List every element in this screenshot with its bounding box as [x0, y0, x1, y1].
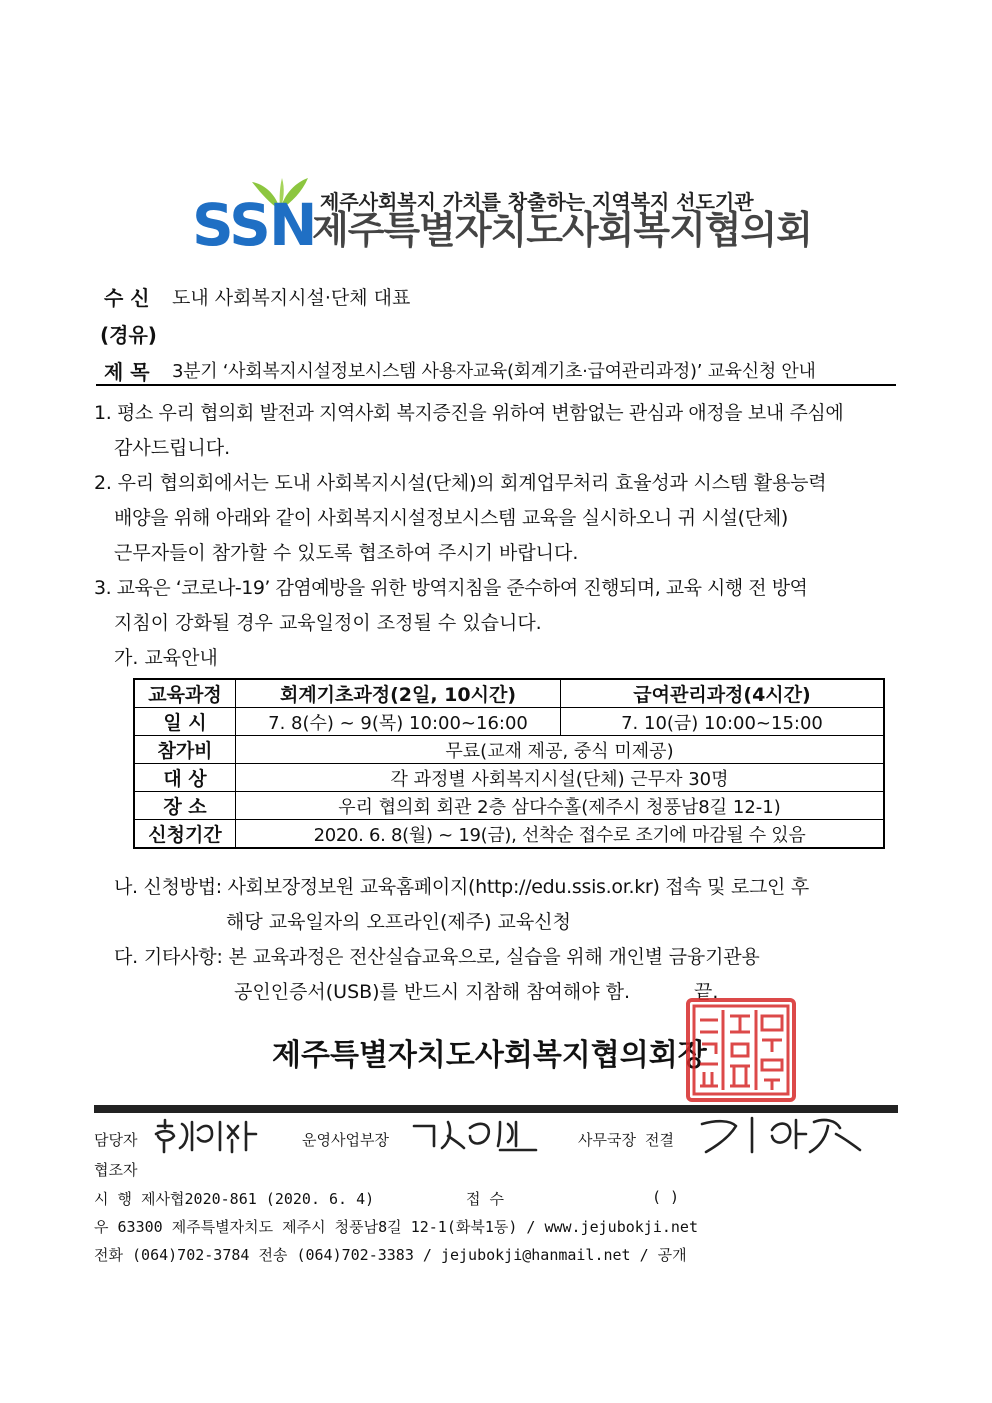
- table-cell: 7. 8(수) ~ 9(목) 10:00~16:00: [236, 708, 561, 736]
- paragraph-2-line-1: 2. 우리 협의회에서는 도내 사회복지시설(단체)의 회계업무처리 효율성과 시스템 활용능력: [94, 472, 827, 494]
- table-header: 회계기초과정(2일, 10시간): [236, 679, 561, 708]
- paragraph-3-line-1: 3. 교육은 ‘코로나-19’ 감염예방을 위한 방역지침을 준수하여 진행되며, 교육 시행 전 방역: [94, 577, 808, 599]
- staff-label: 담당자: [94, 1131, 138, 1149]
- subject-label: 제 목: [104, 360, 150, 384]
- table-row: [134, 792, 884, 820]
- title-divider: [96, 384, 896, 386]
- org-head-signature: 제주특별자치도사회복지협의회장: [272, 1038, 707, 1073]
- manager-signature: [408, 1116, 548, 1156]
- subsection-c-line-1: 다. 기타사항: 본 교육과정은 전산실습교육으로, 실습을 위해 개인별 금융기관용: [114, 946, 760, 968]
- staff-signature: [152, 1116, 262, 1156]
- table-header: 교육과정: [134, 679, 236, 708]
- org-name-header: 제주특별자치도사회복지협의회: [312, 208, 812, 252]
- table-header-row: [134, 679, 884, 708]
- row-label: 일 시: [134, 708, 236, 736]
- row-label: 참가비: [134, 736, 236, 764]
- via-label: (경유): [100, 323, 157, 347]
- paragraph-2-line-2: 배양을 위해 아래와 같이 사회복지시설정보시스템 교육을 실시하오니 귀 시설(단체): [114, 507, 788, 529]
- table-cell: 2020. 6. 8(월) ~ 19(금), 선착순 접수로 조기에 마감될 수 있음: [236, 820, 885, 849]
- subsection-a-title: 가. 교육안내: [114, 647, 218, 669]
- paragraph-3-line-2: 지침이 강화될 경우 교육일정이 조정될 수 있습니다.: [114, 612, 542, 634]
- end-mark: 끝.: [694, 981, 719, 1003]
- director-label: 사무국장 전결: [578, 1131, 674, 1149]
- address-line: 우 63300 제주특별자치도 제주시 청풍남8길 12-1(화북1동) / www.jejubokji.net: [94, 1218, 698, 1236]
- table-row: [134, 736, 884, 764]
- table-header: 급여관리과정(4시간): [561, 679, 885, 708]
- recipient-label: 수 신: [104, 286, 150, 310]
- manager-label: 운영사업부장: [302, 1131, 389, 1149]
- doc-issue-line: 시 행 제사협2020-861 (2020. 6. 4): [94, 1190, 375, 1208]
- subsection-b-line-2: 해당 교육일자의 오프라인(제주) 교육신청: [226, 911, 571, 933]
- paragraph-1-line-2: 감사드립니다.: [114, 437, 231, 459]
- row-label: 장 소: [134, 792, 236, 820]
- table-row: [134, 708, 884, 736]
- director-signature: [696, 1112, 868, 1158]
- paragraph-2-line-3: 근무자들이 참가할 수 있도록 협조하여 주시기 바랍니다.: [114, 542, 579, 564]
- table-cell: 각 과정별 사회복지시설(단체) 근무자 30명: [236, 764, 885, 792]
- table-row: [134, 764, 884, 792]
- table-cell: 우리 협의회 회관 2층 삼다수홀(제주시 청풍남8길 12-1): [236, 792, 885, 820]
- contact-line: 전화 (064)702-3784 전송 (064)702-3383 / jejubokji@hanmail.net / 공개: [94, 1246, 687, 1264]
- subsection-c-line-2: 공인인증서(USB)를 반드시 지참해 참여해야 함.: [234, 981, 631, 1003]
- row-label: 대 상: [134, 764, 236, 792]
- logo-ssn: SSN: [192, 191, 316, 259]
- receipt-label: 접 수: [466, 1190, 505, 1208]
- table-cell: 무료(교재 제공, 중식 미제공): [236, 736, 885, 764]
- recipient-value: 도내 사회복지시설·단체 대표: [172, 287, 411, 309]
- table-row: [134, 820, 884, 849]
- education-table: [133, 678, 885, 849]
- official-seal: [686, 998, 796, 1102]
- receipt-blank: ( ): [652, 1188, 680, 1206]
- paragraph-1-line-1: 1. 평소 우리 협의회 발전과 지역사회 복지증진을 위하여 변함없는 관심과 애정을 보내 주심에: [94, 402, 844, 424]
- table-cell: 7. 10(금) 10:00~15:00: [561, 708, 885, 736]
- slogan: 제주사회복지 가치를 창출하는 지역복지 선도기관: [320, 190, 754, 214]
- row-label: 신청기간: [134, 820, 236, 849]
- cooperator-label: 협조자: [94, 1161, 138, 1179]
- subsection-b-line-1: 나. 신청방법: 사회보장정보원 교육홈페이지(http://edu.ssis.or.kr) 접속 및 로그인 후: [114, 876, 809, 898]
- subject-value: 3분기 ‘사회복지시설정보시스템 사용자교육(회계기초·급여관리과정)’ 교육신청 안내: [172, 361, 816, 382]
